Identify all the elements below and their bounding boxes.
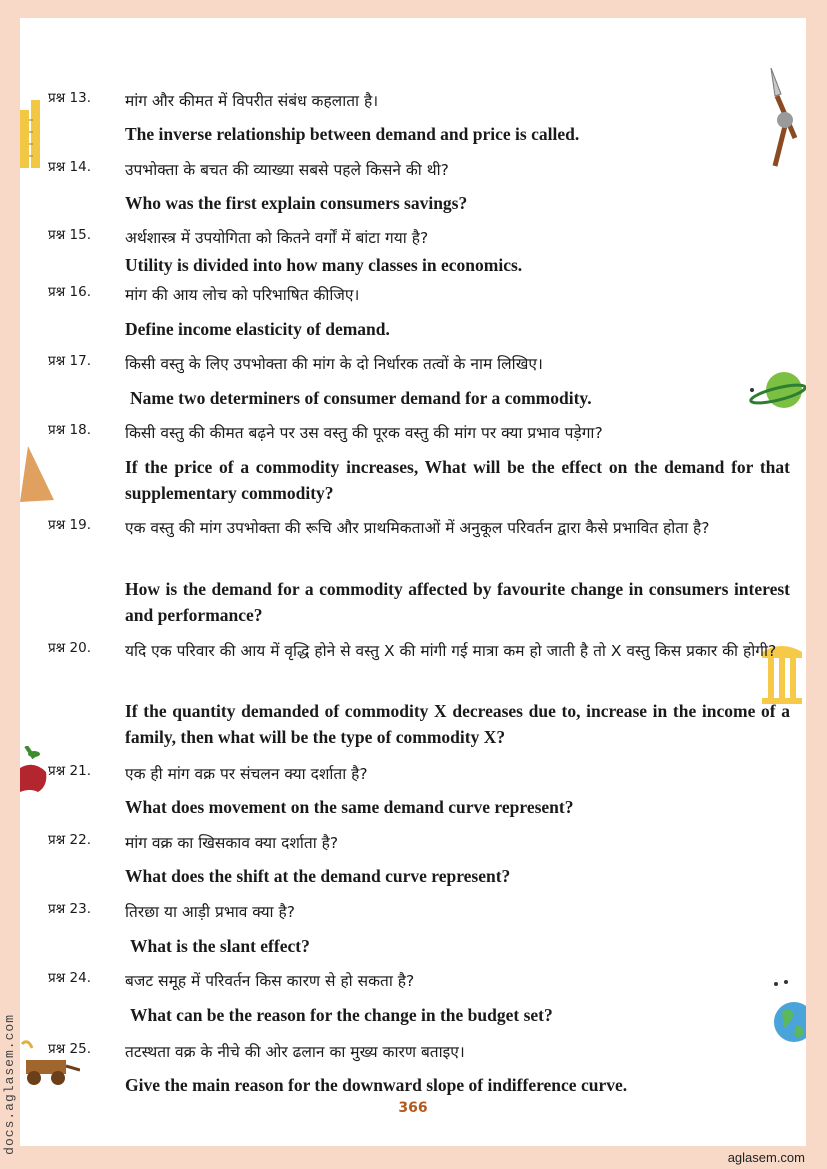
- question-english: What does the shift at the demand curve represent?: [125, 866, 511, 886]
- question-hindi: मांग और कीमत में विपरीत संबंध कहलाता है।: [125, 92, 379, 110]
- question-number: प्रश्न 18.: [48, 422, 91, 438]
- question-english: If the price of a commodity increases, What will be the effect on the demand for that supplementary commodity?: [125, 457, 790, 503]
- question-hindi: तिरछा या आड़ी प्रभाव क्या है?: [125, 903, 295, 921]
- question-hindi: अर्थशास्त्र में उपयोगिता को कितने वर्गों में बांटा गया है?: [125, 229, 429, 247]
- question-english: Utility is divided into how many classes in economics.: [125, 255, 523, 275]
- question-hindi: उपभोक्ता के बचत की व्याख्या सबसे पहले किसने की थी?: [125, 161, 449, 179]
- question-hindi: किसी वस्तु की कीमत बढ़ने पर उस वस्तु की पूरक वस्तु की मांग पर क्या प्रभाव पड़ेगा?: [125, 424, 603, 442]
- question-hindi: तटस्थता वक्र के नीचे की ओर ढलान का मुख्य कारण बताइए।: [125, 1043, 465, 1061]
- question-hindi: एक वस्तु की मांग उपभोक्ता की रूचि और प्राथमिकताओं में अनुकूल परिवर्तन द्वारा कैसे प्रभावित होता है?: [125, 519, 710, 537]
- question-hindi: यदि एक परिवार की आय में वृद्धि होने से वस्तु X की मांगी गई मात्रा कम हो जाती है तो X वस्तु किस प्रकार की होगी?: [125, 642, 777, 660]
- question-number: प्रश्न 16.: [48, 284, 91, 300]
- question-number: प्रश्न 24.: [48, 970, 91, 986]
- question-number: प्रश्न 25.: [48, 1041, 91, 1057]
- question-english: The inverse relationship between demand and price is called.: [125, 124, 580, 144]
- question-number: प्रश्न 21.: [48, 763, 91, 779]
- question-hindi: मांग वक्र का खिसकाव क्या दर्शाता है?: [125, 834, 339, 852]
- question-hindi: बजट समूह में परिवर्तन किस कारण से हो सकता है?: [125, 972, 415, 990]
- question-number: प्रश्न 13.: [48, 90, 91, 106]
- question-hindi: किसी वस्तु के लिए उपभोक्ता की मांग के दो निर्धारक तत्वों के नाम लिखिए।: [125, 355, 543, 373]
- bottom-watermark: aglasem.com: [727, 1150, 805, 1165]
- apple-icon: [20, 746, 48, 804]
- question-english: Define income elasticity of demand.: [125, 319, 390, 339]
- page-number: 366: [398, 1100, 428, 1116]
- question-number: प्रश्न 20.: [48, 640, 91, 656]
- question-english: How is the demand for a commodity affected by favourite change in consumers interest and performance?: [125, 579, 790, 625]
- question-english: What does movement on the same demand curve represent?: [125, 797, 574, 817]
- question-number: प्रश्न 23.: [48, 901, 91, 917]
- question-english: Name two determiners of consumer demand for a commodity.: [130, 388, 592, 408]
- question-english: Who was the first explain consumers savings?: [125, 193, 468, 213]
- question-english: What is the slant effect?: [130, 936, 310, 956]
- question-english: Give the main reason for the downward slope of indifference curve.: [125, 1075, 628, 1095]
- question-number: प्रश्न 14.: [48, 159, 91, 175]
- question-number: प्रश्न 22.: [48, 832, 91, 848]
- question-english: If the quantity demanded of commodity X decreases due to, increase in the income of a family, then what will be the type of commodity X?: [125, 701, 790, 747]
- triangle-shape-icon: [20, 446, 54, 502]
- question-number: प्रश्न 19.: [48, 517, 91, 533]
- question-hindi: एक ही मांग वक्र पर संचलन क्या दर्शाता है?: [125, 765, 368, 783]
- question-number: प्रश्न 15.: [48, 227, 91, 243]
- question-number: प्रश्न 17.: [48, 353, 91, 369]
- side-watermark: docs.aglasem.com: [2, 1014, 17, 1155]
- spear-tool-icon: [765, 68, 806, 168]
- ruler-icon: [20, 100, 48, 170]
- question-english: What can be the reason for the change in the budget set?: [130, 1005, 553, 1025]
- question-hindi: मांग की आय लोच को परिभाषित कीजिए।: [125, 286, 360, 304]
- document-page: [20, 18, 806, 1146]
